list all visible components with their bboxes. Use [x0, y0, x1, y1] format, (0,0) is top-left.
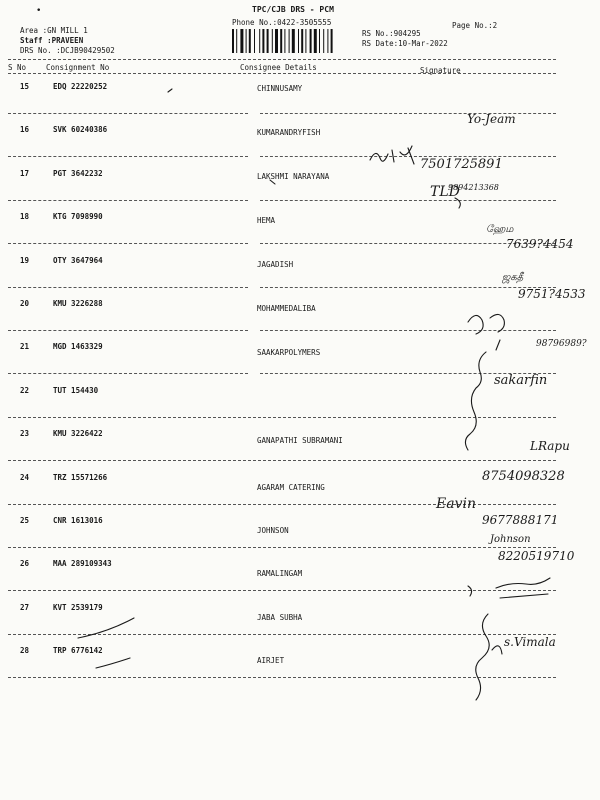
row19-phone-text: 9751?4533 — [518, 287, 586, 301]
phone-number: Phone No.:0422-3505555 — [232, 18, 332, 27]
row-consignee-name: GANAPATHI SUBRAMANI — [257, 436, 343, 445]
staff-label: Staff :PRAVEEN — [20, 36, 84, 45]
signature-scribble — [476, 614, 502, 700]
row-serial-number: 27 — [20, 603, 30, 612]
row18-phone-text: 7639?4454 — [506, 237, 574, 251]
signature-bracket — [465, 352, 486, 450]
row-serial-number: 17 — [20, 169, 30, 178]
row-consignee-name: JAGADISH — [257, 260, 294, 269]
row-consignment-number: MGD 1463329 — [53, 342, 103, 351]
pen-stroke — [78, 618, 134, 638]
row-serial-number: 19 — [20, 256, 30, 265]
row25-phone-text: 9677888171 — [482, 513, 559, 527]
row-consignee-name: KUMARANDRYFISH — [257, 128, 321, 137]
col-consignment-header: Consignment No — [46, 63, 110, 72]
row-consignment-number: TRZ 15571266 — [53, 473, 108, 482]
row-consignment-number: KMU 3226288 — [53, 299, 103, 308]
row16-phone-text: 7501725891 — [420, 157, 503, 172]
row-serial-number: 20 — [20, 299, 30, 308]
row20-phone-text: 98796989? — [536, 339, 587, 349]
row-serial-number: 24 — [20, 473, 30, 482]
row-consignee-name: AIRJET — [257, 656, 285, 665]
row-serial-number: 15 — [20, 82, 30, 91]
row-serial-number: 21 — [20, 342, 30, 351]
row27-signature-text: s.Vimala — [504, 635, 556, 649]
row25-phone2-text: 8220519710 — [498, 549, 575, 563]
row-serial-number: 28 — [20, 646, 30, 655]
document-title: TPC/CJB DRS - PCM — [252, 5, 334, 14]
rs-date: RS Date:10-Mar-2022 — [362, 39, 448, 48]
smudge-mark: • — [36, 6, 42, 16]
row19-signature-text: ஜகதீ — [502, 272, 524, 283]
row-consignee-name: AGARAM CATERING — [257, 483, 325, 492]
row-consignment-number: SVK 60240386 — [53, 125, 108, 134]
row-consignee-name: LAKSHMI NARAYANA — [257, 172, 330, 181]
row-consignee-name: SAAKARPOLYMERS — [257, 348, 321, 357]
row17-signature-text: TLD — [430, 184, 460, 200]
row-serial-number: 23 — [20, 429, 30, 438]
row-consignment-number: EDQ 22220252 — [53, 82, 108, 91]
row-consignee-name: RAMALINGAM — [257, 569, 303, 578]
col-consignee-header: Consignee Details — [240, 63, 317, 72]
row-consignment-number: KMU 3226422 — [53, 429, 103, 438]
row-serial-number: 16 — [20, 125, 30, 134]
row-consignee-name: JABA SUBHA — [257, 613, 303, 622]
row-consignment-number: MAA 289109343 — [53, 559, 112, 568]
row-consignee-name: CHINNUSAMY — [257, 84, 303, 93]
pen-stroke — [96, 658, 130, 668]
signature-scribble — [468, 578, 550, 598]
row-consignment-number: PGT 3642232 — [53, 169, 103, 178]
row-consignment-number: OTY 3647964 — [53, 256, 103, 265]
pen-tick-mark — [270, 180, 275, 184]
row-serial-number: 18 — [20, 212, 30, 221]
row17-phone-text: 9894213368 — [448, 183, 499, 192]
row-consignment-number: TUT 154430 — [53, 386, 99, 395]
row-consignee-name: HEMA — [257, 216, 276, 225]
drs-number: DRS No. :DCJB90429502 — [20, 46, 115, 55]
signature-scribble — [370, 146, 414, 164]
area-label: Area :GN MILL 1 — [20, 26, 88, 35]
rs-number: RS No.:904295 — [362, 29, 421, 38]
col-sno-header: S No — [8, 63, 27, 72]
signature-scribble — [468, 314, 504, 350]
row21-signature-text: sakarfin — [494, 373, 548, 388]
row23-signature-text: LRapu — [530, 439, 570, 453]
page-number: Page No.:2 — [452, 21, 498, 30]
row-consignee-name: MOHAMMEDALIBA — [257, 304, 316, 313]
row25-signature-text: Johnson — [490, 534, 531, 545]
row18-signature-text: ஹேம — [486, 224, 514, 235]
row-consignee-name: JOHNSON — [257, 526, 289, 535]
row-serial-number: 26 — [20, 559, 30, 568]
row23-phone-text: 8754098328 — [482, 469, 565, 484]
row-consignment-number: KTG 7098990 — [53, 212, 103, 221]
col-signature-header: Signature — [420, 66, 461, 75]
row-serial-number: 22 — [20, 386, 30, 395]
pen-tick-mark — [168, 89, 172, 92]
row-consignment-number: KVT 2539179 — [53, 603, 103, 612]
row-serial-number: 25 — [20, 516, 30, 525]
row-consignment-number: TRP 6776142 — [53, 646, 103, 655]
row24-signature-text: Eavin — [436, 496, 476, 512]
row-consignment-number: CNR 1613016 — [53, 516, 103, 525]
row16-signature-text: Yo-Jeam — [467, 112, 516, 126]
